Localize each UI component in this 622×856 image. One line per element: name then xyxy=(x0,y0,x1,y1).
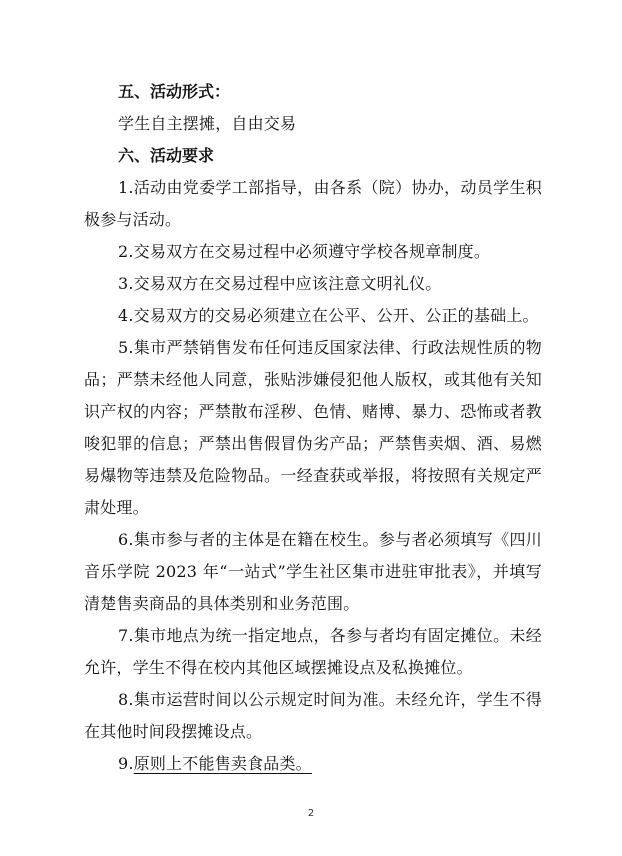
requirement-number: 1. xyxy=(118,178,134,197)
requirement-4 xyxy=(84,300,542,332)
requirement-number: 2. xyxy=(118,242,134,261)
requirement-text: 交易双方在交易过程中必须遵守学校各规章制度。 xyxy=(133,242,491,261)
requirement-number: 4. xyxy=(118,306,134,325)
requirement-7 xyxy=(84,620,542,684)
requirement-text: 集市参与者的主体是在籍在校生。参与者必须填写《四川音乐学院 2023 年“一站式”学生社区集市进驻审批表》，并填写清楚售卖商品的具体类别和业务范围。 xyxy=(84,530,542,613)
requirement-5 xyxy=(84,332,542,524)
requirement-text: 集市运营时间以公示规定时间为准。未经允许，学生不得在其他时间段摆摊设点。 xyxy=(84,690,542,741)
requirement-8 xyxy=(84,684,542,748)
requirement-2 xyxy=(84,236,542,268)
requirement-3 xyxy=(84,268,542,300)
requirement-number: 8. xyxy=(118,690,134,709)
activity-form-text: 学生自主摆摊，自由交易 xyxy=(118,114,297,133)
page-number: 2 xyxy=(307,808,315,819)
requirement-6 xyxy=(84,524,542,620)
requirement-number: 5. xyxy=(118,338,134,357)
section-heading-activity-form: 五、活动形式： xyxy=(118,82,231,101)
requirement-text: 集市地点为统一指定地点，各参与者均有固定摊位。未经允许，学生不得在校内其他区域摆摊设点及私换摊位。 xyxy=(84,626,542,677)
requirement-number: 9. xyxy=(118,754,134,773)
requirement-text: 交易双方的交易必须建立在公平、公开、公正的基础上。 xyxy=(133,306,539,325)
requirement-9 xyxy=(84,748,542,780)
requirement-text: 集市严禁销售发布任何违反国家法律、行政法规性质的物品；严禁未经他人同意，张贴涉嫌侵犯他人版权，或其他有关知识产权的内容；严禁散布淫秽、色情、赌博、暴力、恐怖或者教唆犯罪的信息；严禁出售假冒伪劣产品；严禁售卖烟、酒、易燃易爆物等违禁及危险物品。一经查获或举报，将按照有关规定严肃处理。 xyxy=(84,338,542,517)
section-heading-activity-requirements: 六、活动要求 xyxy=(118,146,215,165)
requirement-text: 交易双方在交易过程中应该注意文明礼仪。 xyxy=(133,274,442,293)
requirement-text-underlined: 原则上不能售卖食品类。 xyxy=(133,754,312,773)
requirement-number: 7. xyxy=(118,626,134,645)
requirement-number: 6. xyxy=(118,530,134,549)
requirement-1 xyxy=(84,172,542,236)
document-body xyxy=(84,76,542,780)
requirement-text: 活动由党委学工部指导，由各系（院）协办，动员学生积极参与活动。 xyxy=(84,178,542,229)
requirement-number: 3. xyxy=(118,274,134,293)
